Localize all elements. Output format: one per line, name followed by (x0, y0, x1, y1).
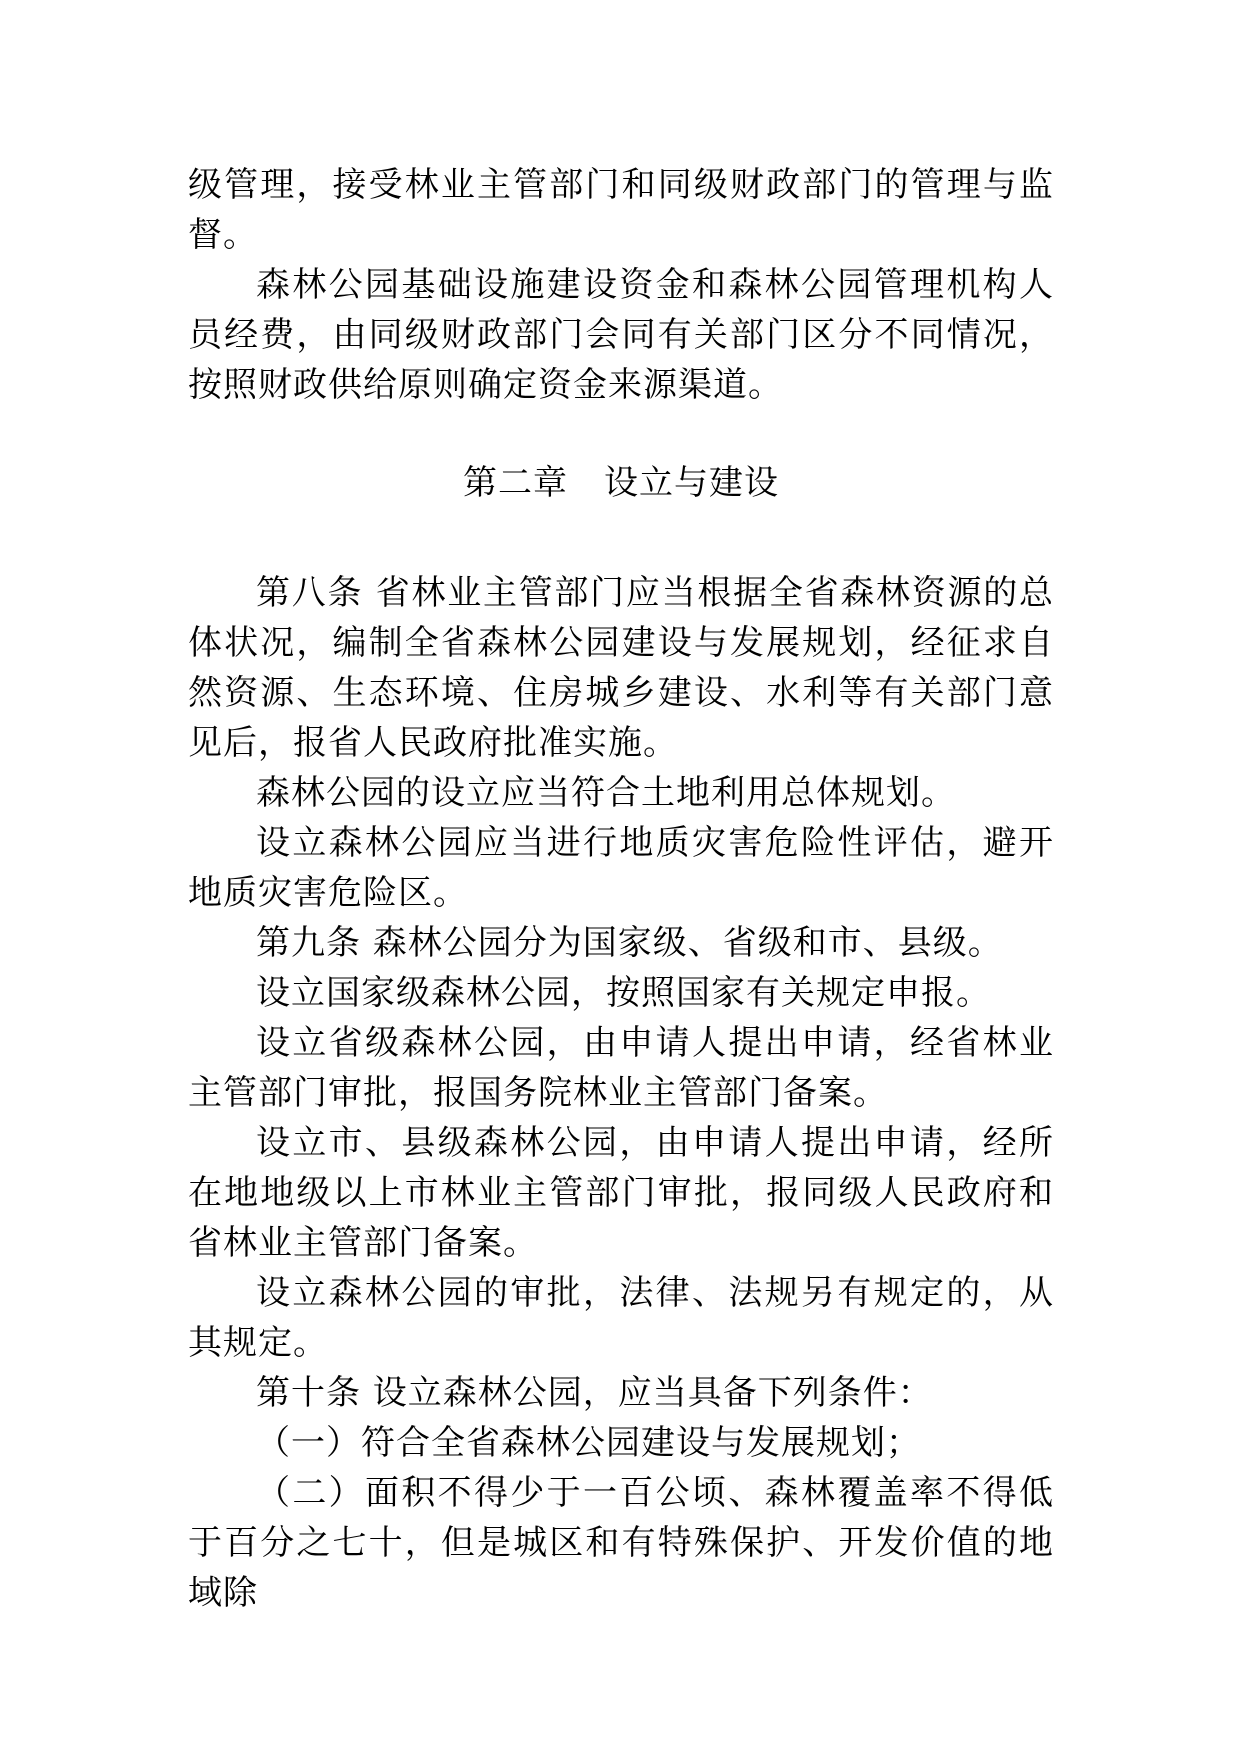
chapter-heading (188, 458, 1054, 508)
paragraph: 设立森林公园的审批，法律、法规另有规定的，从其规定。 (188, 1273, 1054, 1363)
paragraph: 森林公园的设立应当符合土地利用总体规划。 (256, 773, 956, 813)
list-item: （二）面积不得少于一百公顷、森林覆盖率不得低于百分之七十，但是城区和有特殊保护、开发价值的地域除 (188, 1473, 1054, 1613)
chapter-number: 第二章 (463, 463, 568, 503)
article-9-paragraph: 第九条 森林公园分为国家级、省级和市、县级。 (256, 923, 1003, 963)
article-8-paragraph: 第八条 省林业主管部门应当根据全省森林资源的总体状况，编制全省森林公园建设与发展规划，经征求自然资源、生态环境、住房城乡建设、水利等有关部门意见后，报省人民政府批准实施。 (188, 573, 1054, 763)
paragraph: 森林公园基础设施建设资金和森林公园管理机构人员经费，由同级财政部门会同有关部门区分不同情况，按照财政供给原则确定资金来源渠道。 (188, 265, 1054, 405)
paragraph: 设立市、县级森林公园，由申请人提出申请，经所在地地级以上市林业主管部门审批，报同级人民政府和省林业主管部门备案。 (188, 1123, 1054, 1263)
paragraph: 级管理，接受林业主管部门和同级财政部门的管理与监督。 (188, 165, 1054, 255)
paragraph: 设立国家级森林公园，按照国家有关规定申报。 (256, 973, 991, 1013)
paragraph: 设立森林公园应当进行地质灾害危险性评估，避开地质灾害危险区。 (188, 823, 1054, 913)
list-item: （一）符合全省森林公园建设与发展规划； (256, 1423, 921, 1463)
article-10-paragraph: 第十条 设立森林公园，应当具备下列条件： (256, 1373, 933, 1413)
document-body (188, 160, 1054, 1618)
paragraph: 设立省级森林公园，由申请人提出申请，经省林业主管部门审批，报国务院林业主管部门备案。 (188, 1023, 1054, 1113)
chapter-title: 设立与建设 (604, 463, 779, 503)
